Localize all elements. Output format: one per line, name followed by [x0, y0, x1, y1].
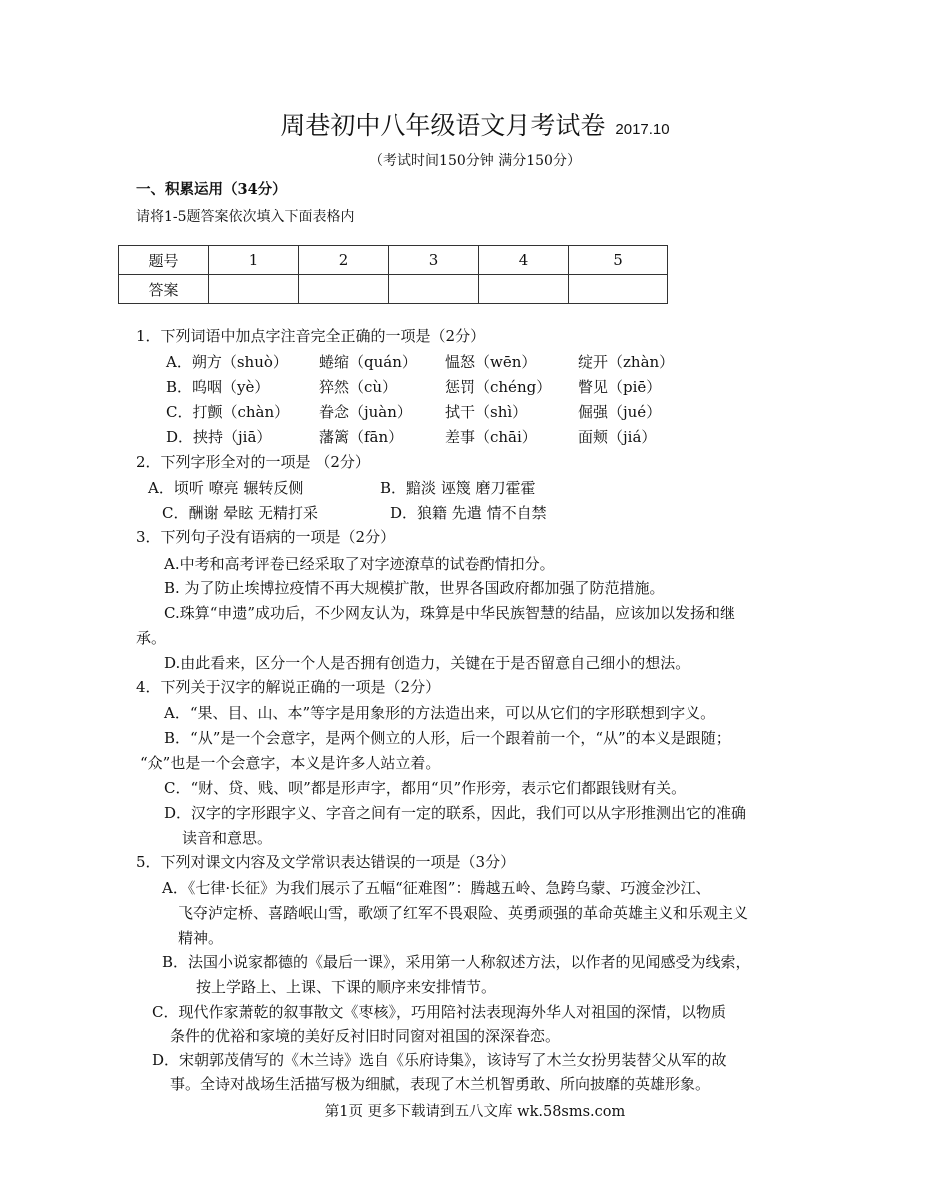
q2-option-b: B．黯淡 诬篾 磨刀霍霍 [380, 479, 536, 497]
q5-option-c-line1: C．现代作家萧乾的叙事散文《枣核》，巧用陪衬法表现海外华人对祖国的深情，以物质 [152, 1003, 726, 1021]
table-instruction: 请将1-5题答案依次填入下面表格内 [136, 209, 355, 225]
q1-option-c-2: 眷念（juàn） [319, 403, 412, 421]
q5-option-a-line1: A．《七律·长征》为我们展示了五幅“征难图”：腾越五岭、急跨乌蒙、巧渡金沙江、 [162, 879, 711, 897]
question-1-stem: 1．下列词语中加点字注音完全正确的一项是（2分） [136, 327, 486, 345]
q1-option-c-3: 拭干（shì） [445, 403, 528, 421]
answer-cell [479, 275, 569, 304]
q1-option-b-3: 惩罚（chéng） [445, 378, 552, 396]
answer-cell [209, 275, 299, 304]
answer-table [118, 245, 668, 304]
page-footer: 第1页 更多下载请到五八文库 wk.58sms.com [324, 1104, 626, 1120]
table-row-label: 答案 [119, 275, 209, 304]
q1-option-a-2: 蜷缩（quán） [319, 353, 417, 371]
answer-cell [569, 275, 668, 304]
q1-option-b-4: 瞥见（piē） [578, 378, 662, 396]
table-cell: 5 [569, 246, 668, 275]
q5-option-d-line1: D．宋朝郭茂倩写的《木兰诗》选自《乐府诗集》，该诗写了木兰女扮男装替父从军的故 [152, 1051, 727, 1069]
q5-option-c-line2: 条件的优裕和家境的美好反衬旧时同窗对祖国的深深眷恋。 [170, 1027, 561, 1045]
q5-option-a-line3: 精神。 [178, 929, 224, 947]
table-row-label: 题号 [119, 246, 209, 275]
exam-title [0, 106, 950, 142]
q5-option-d-line2: 事。全诗对战场生活描写极为细腻，表现了木兰机智勇敢、所向披靡的英雄形象。 [170, 1075, 711, 1093]
table-cell: 1 [209, 246, 299, 275]
q3-option-c-line1: C.珠算“申遗”成功后，不少网友认为，珠算是中华民族智慧的结晶，应该加以发扬和继 [164, 604, 736, 622]
q1-option-d-2: 藩篱（fān） [319, 428, 404, 446]
q1-option-d-4: 面颊（jiá） [578, 428, 657, 446]
table-cell: 3 [389, 246, 479, 275]
q2-option-a: A．顷听 嘹亮 辗转反侧 [148, 479, 304, 497]
q3-option-d: D.由此看来，区分一个人是否拥有创造力，关键在于是否留意自己细小的想法。 [164, 654, 691, 672]
q5-option-a-line2: 飞夺泸定桥、喜踏岷山雪，歌颂了红军不畏艰险、英勇顽强的革命英雄主义和乐观主义 [178, 904, 749, 922]
q3-option-c-line2: 承。 [136, 629, 167, 647]
q4-option-a: A．“果、目、山、本”等字是用象形的方法造出来，可以从它们的字形联想到字义。 [164, 704, 716, 722]
question-5-stem: 5．下列对课文内容及文学常识表达错误的一项是（3分） [136, 853, 516, 871]
section-heading: 一、积累运用（34分） [136, 181, 287, 198]
exam-title-text: 周巷初中八年级语文月考试卷 [280, 111, 606, 140]
question-4-stem: 4．下列关于汉字的解说正确的一项是（2分） [136, 678, 441, 696]
q1-option-d-3: 差事（chāi） [445, 428, 537, 446]
q4-option-b-line1: B．“从”是一个会意字，是两个侧立的人形，后一个跟着前一个，“从”的本义是跟随； [164, 729, 731, 747]
q2-option-d: D．狼籍 先遣 情不自禁 [390, 504, 547, 522]
exam-date: 2017.10 [615, 121, 670, 138]
answer-cell [389, 275, 479, 304]
q5-option-b-line2: 按上学路上、上课、下课的顺序来安排情节。 [196, 978, 497, 996]
q4-option-b-line2: “众”也是一个会意字，本义是许多人站立着。 [140, 754, 441, 772]
q1-option-b-1: B．呜咽（yè） [166, 378, 270, 396]
q4-option-c: C．“财、贷、贱、呗”都是形声字，都用“贝”作形旁，表示它们都跟钱财有关。 [164, 779, 687, 797]
question-3-stem: 3．下列句子没有语病的一项是（2分） [136, 528, 396, 546]
q1-option-c-4: 倔强（jué） [578, 403, 662, 421]
table-cell: 2 [299, 246, 389, 275]
q1-option-d-1: D．挟持（jiā） [166, 428, 272, 446]
q1-option-a-4: 绽开（zhàn） [578, 353, 675, 371]
q3-option-a: A.中考和高考评卷已经采取了对字迹潦草的试卷酌情扣分。 [164, 555, 555, 573]
q5-option-b-line1: B．法国小说家都德的《最后一课》，采用第一人称叙述方法，以作者的见闻感受为线索， [162, 953, 751, 971]
q2-option-c: C．酬谢 晕眩 无精打采 [162, 504, 319, 522]
q1-option-b-2: 猝然（cù） [319, 378, 398, 396]
table-row [119, 246, 668, 275]
q1-option-c-1: C．打颤（chàn） [166, 403, 290, 421]
q4-option-d-line1: D．汉字的字形跟字义、字音之间有一定的联系，因此，我们可以从字形推测出它的准确 [164, 804, 747, 822]
q1-option-a-3: 愠怒（wēn） [445, 353, 537, 371]
q4-option-d-line2: 读音和意思。 [182, 829, 273, 847]
table-cell: 4 [479, 246, 569, 275]
question-2-stem: 2．下列字形全对的一项是 （2分） [136, 453, 370, 471]
q1-option-a-1: A．朔方（shuò） [166, 353, 288, 371]
answer-cell [299, 275, 389, 304]
table-row [119, 275, 668, 304]
exam-subtitle: （考试时间150分钟 满分150分） [369, 153, 581, 169]
q3-option-b: B. 为了防止埃博拉疫情不再大规模扩散，世界各国政府都加强了防范措施。 [164, 579, 665, 597]
